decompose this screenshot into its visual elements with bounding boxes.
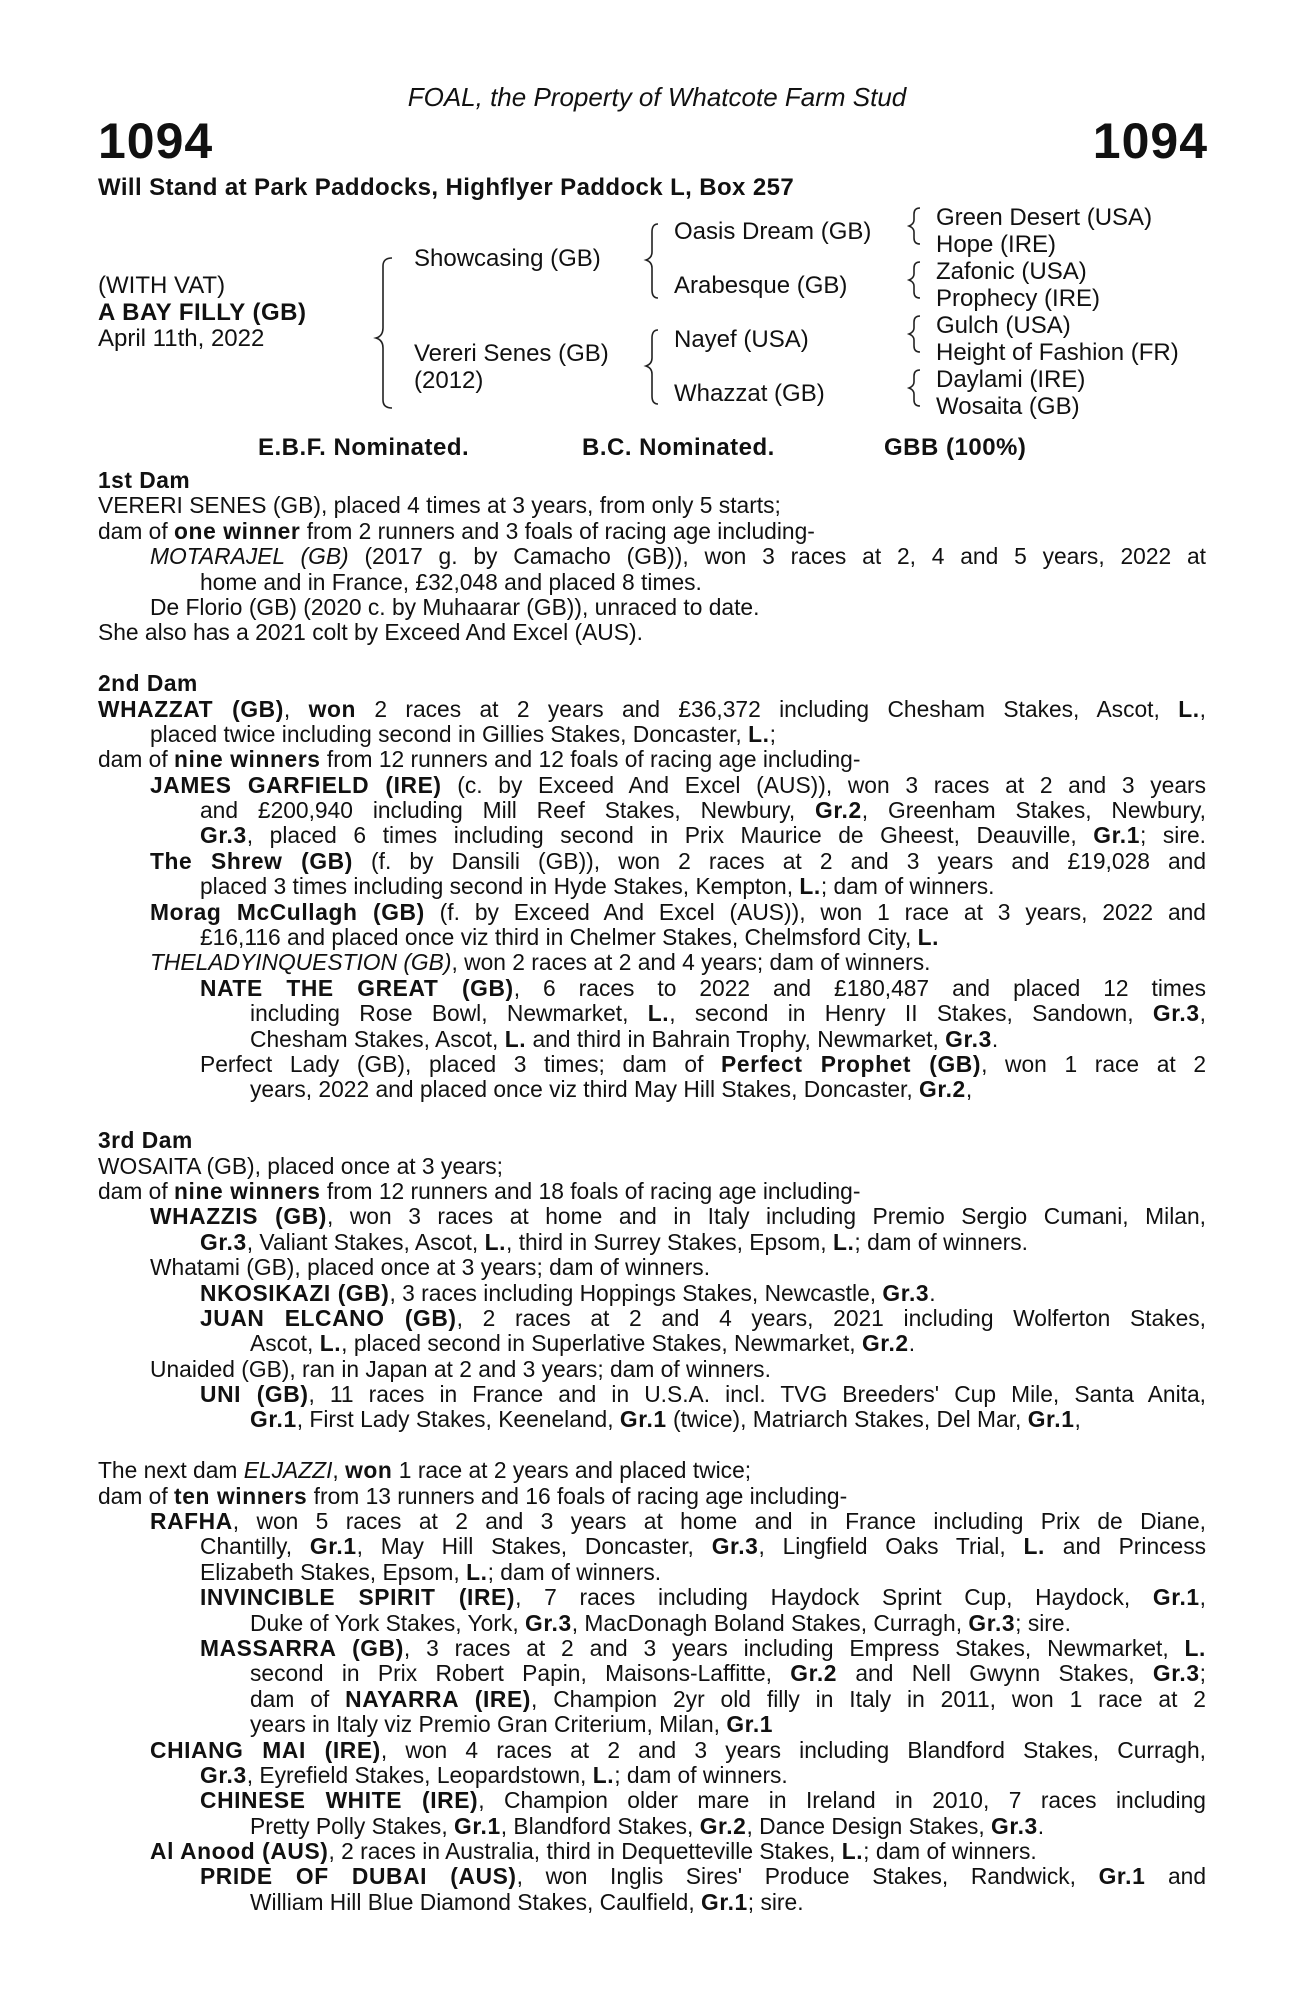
ebf-nomination: E.B.F. Nominated.	[258, 434, 470, 461]
text-line: VERERI SENES (GB), placed 4 times at 3 years, from only 5 starts;	[98, 492, 781, 519]
lot-number-right: 1094	[1092, 113, 1208, 169]
text-line: second in Prix Robert Papin, Maisons-Laffitte, Gr.2 and Nell Gwynn Stakes, Gr.3;	[250, 1660, 1206, 1687]
granddam-2: Prophecy (IRE)	[936, 285, 1101, 312]
dam-sire: Nayef (USA)	[674, 326, 809, 353]
text-line: MASSARRA (GB), 3 races at 2 and 3 years including Empress Stakes, Newmarket, L.	[200, 1634, 1206, 1661]
bracket-g3	[909, 316, 920, 352]
text-line: PRIDE OF DUBAI (AUS), won Inglis Sires' Produce Stakes, Randwick, Gr.1 and	[200, 1863, 1206, 1890]
catalogue-subtitle: FOAL, the Property of Whatcote Farm Stud	[407, 82, 907, 112]
text-line: She also has a 2021 colt by Exceed And Excel (AUS).	[98, 619, 643, 646]
lot-number-left: 1094	[98, 113, 214, 169]
grandsire-3: Gulch (USA)	[936, 312, 1071, 339]
second-dam-heading: 2nd Dam	[98, 670, 198, 697]
text-line: William Hill Blue Diamond Stakes, Caulfield, Gr.1; sire.	[250, 1888, 804, 1915]
text-line: De Florio (GB) (2020 c. by Muhaarar (GB)), unraced to date.	[150, 593, 760, 620]
text-line: UNI (GB), 11 races in France and in U.S.A. incl. TVG Breeders' Cup Mile, Santa Anita,	[200, 1381, 1206, 1408]
text-line: WHAZZAT (GB), won 2 races at 2 years and £36,372 including Chesham Stakes, Ascot, L.,	[98, 695, 1206, 722]
text-line: placed 3 times including second in Hyde Stakes, Kempton, L.; dam of winners.	[200, 873, 995, 900]
text-line: WOSAITA (GB), placed once at 3 years;	[98, 1152, 504, 1179]
text-line: JUAN ELCANO (GB), 2 races at 2 and 4 years, 2021 including Wolferton Stakes,	[200, 1304, 1206, 1331]
text-line: dam of nine winners from 12 runners and 12 foals of racing age including-	[98, 746, 861, 773]
text-line: home and in France, £32,048 and placed 8 times.	[200, 568, 702, 595]
grandsire-4: Daylami (IRE)	[936, 366, 1086, 393]
third-dam-heading: 3rd Dam	[98, 1127, 193, 1154]
text-line: including Rose Bowl, Newmarket, L., second in Henry II Stakes, Sandown, Gr.3,	[250, 1000, 1206, 1027]
text-line: JAMES GARFIELD (IRE) (c. by Exceed And Excel (AUS)), won 3 races at 2 and 3 years	[150, 771, 1207, 798]
text-line: Whatami (GB), placed once at 3 years; dam of winners.	[150, 1254, 711, 1281]
text-line: dam of NAYARRA (IRE), Champion 2yr old filly in Italy in 2011, won 1 race at 2	[250, 1685, 1206, 1712]
text-line: Gr.3, placed 6 times including second in Prix Maurice de Gheest, Deauville, Gr.1; sire.	[200, 822, 1206, 849]
bracket-sire	[646, 224, 658, 298]
dam-name: Vereri Senes (GB)	[414, 340, 609, 367]
text-line: THELADYINQUESTION (GB), won 2 races at 2 and 4 years; dam of winners.	[150, 949, 931, 976]
bracket-g4	[909, 370, 920, 406]
bracket-parents	[376, 258, 392, 408]
text-line: The next dam ELJAZZI, won 1 race at 2 years and placed twice;	[98, 1457, 752, 1484]
text-line: dam of ten winners from 13 runners and 16 foals of racing age including-	[98, 1482, 848, 1509]
text-line: Al Anood (AUS), 2 races in Australia, third in Dequetteville Stakes, L.; dam of winners.	[150, 1838, 1037, 1865]
bracket-g2	[909, 262, 920, 298]
dam-year: (2012)	[414, 367, 484, 394]
text-line: Gr.3, Eyrefield Stakes, Leopardstown, L.; dam of winners.	[200, 1761, 788, 1788]
sire-sire: Oasis Dream (GB)	[674, 218, 872, 245]
text-line: placed twice including second in Gillies Stakes, Doncaster, L.;	[150, 720, 776, 747]
text-line: Perfect Lady (GB), placed 3 times; dam of Perfect Prophet (GB), won 1 race at 2	[200, 1050, 1206, 1077]
text-line: Morag McCullagh (GB) (f. by Exceed And Excel (AUS)), won 1 race at 3 years, 2022 and	[150, 898, 1206, 925]
bracket-g1	[909, 208, 920, 244]
first-dam-heading: 1st Dam	[98, 467, 191, 493]
text-line: NATE THE GREAT (GB), 6 races to 2022 and £180,487 and placed 12 times	[200, 974, 1206, 1001]
pedigree-notes	[98, 468, 1206, 1915]
text-line: MOTARAJEL (GB) (2017 g. by Camacho (GB)), won 3 races at 2, 4 and 5 years, 2022 at	[150, 543, 1206, 570]
text-line: dam of one winner from 2 runners and 3 foals of racing age including-	[98, 517, 815, 544]
sire-name: Showcasing (GB)	[414, 245, 601, 272]
text-line: WHAZZIS (GB), won 3 races at home and in Italy including Premio Sergio Cumani, Milan,	[150, 1203, 1206, 1230]
text-line: Unaided (GB), ran in Japan at 2 and 3 years; dam of winners.	[150, 1355, 771, 1382]
text-line: Duke of York Stakes, York, Gr.3, MacDonagh Boland Stakes, Curragh, Gr.3; sire.	[250, 1609, 1071, 1636]
text-line: years, 2022 and placed once viz third May Hill Stakes, Doncaster, Gr.2,	[250, 1076, 973, 1103]
text-line: RAFHA, won 5 races at 2 and 3 years at home and in France including Prix de Diane,	[150, 1508, 1206, 1535]
text-line: Gr.3, Valiant Stakes, Ascot, L., third in Surrey Stakes, Epsom, L.; dam of winners.	[200, 1228, 1028, 1255]
grandsire-1: Green Desert (USA)	[936, 204, 1153, 231]
bc-nomination: B.C. Nominated.	[582, 434, 775, 461]
text-line: Chantilly, Gr.1, May Hill Stakes, Doncaster, Gr.3, Lingfield Oaks Trial, L. and Princess	[200, 1533, 1207, 1560]
text-line: Elizabeth Stakes, Epsom, L.; dam of winners.	[200, 1558, 662, 1585]
text-line: CHIANG MAI (IRE), won 4 races at 2 and 3 years including Blandford Stakes, Curragh,	[150, 1736, 1206, 1763]
sire-dam: Arabesque (GB)	[674, 272, 848, 299]
text-line: Pretty Polly Stakes, Gr.1, Blandford Stakes, Gr.2, Dance Design Stakes, Gr.3.	[250, 1812, 1045, 1839]
text-line: NKOSIKAZI (GB), 3 races including Hoppings Stakes, Newcastle, Gr.3.	[200, 1279, 936, 1306]
grandsire-2: Zafonic (USA)	[936, 258, 1087, 285]
granddam-4: Wosaita (GB)	[936, 393, 1080, 420]
granddam-1: Hope (IRE)	[936, 231, 1057, 258]
horse-dob: April 11th, 2022	[98, 325, 265, 352]
horse-name: A BAY FILLY (GB)	[98, 299, 307, 326]
dam-dam: Whazzat (GB)	[674, 380, 825, 407]
text-line: Gr.1, First Lady Stakes, Keeneland, Gr.1 (twice), Matriarch Stakes, Del Mar, Gr.1,	[250, 1406, 1081, 1433]
text-line: The Shrew (GB) (f. by Dansili (GB)), won 2 races at 2 and 3 years and £19,028 and	[150, 847, 1207, 874]
text-line: dam of nine winners from 12 runners and 18 foals of racing age including-	[98, 1177, 861, 1204]
text-line: and £200,940 including Mill Reef Stakes, Newbury, Gr.2, Greenham Stakes, Newbury,	[200, 797, 1206, 824]
text-line: Chesham Stakes, Ascot, L. and third in Bahrain Trophy, Newmarket, Gr.3.	[250, 1025, 999, 1052]
text-line: INVINCIBLE SPIRIT (IRE), 7 races including Haydock Sprint Cup, Haydock, Gr.1,	[200, 1584, 1207, 1611]
text-line: £16,116 and placed once viz third in Chelmer Stakes, Chelmsford City, L.	[200, 924, 940, 951]
gbb-nomination: GBB (100%)	[884, 434, 1027, 461]
text-line: Ascot, L., placed second in Superlative Stakes, Newmarket, Gr.2.	[250, 1330, 916, 1357]
bracket-dam	[646, 330, 658, 404]
stand-location: Will Stand at Park Paddocks, Highflyer Paddock L, Box 257	[98, 174, 795, 201]
text-line: CHINESE WHITE (IRE), Champion older mare in Ireland in 2010, 7 races including	[200, 1787, 1206, 1814]
granddam-3: Height of Fashion (FR)	[936, 339, 1179, 366]
text-line: years in Italy viz Premio Gran Criterium, Milan, Gr.1	[250, 1711, 774, 1738]
vat-note: (WITH VAT)	[98, 272, 226, 299]
